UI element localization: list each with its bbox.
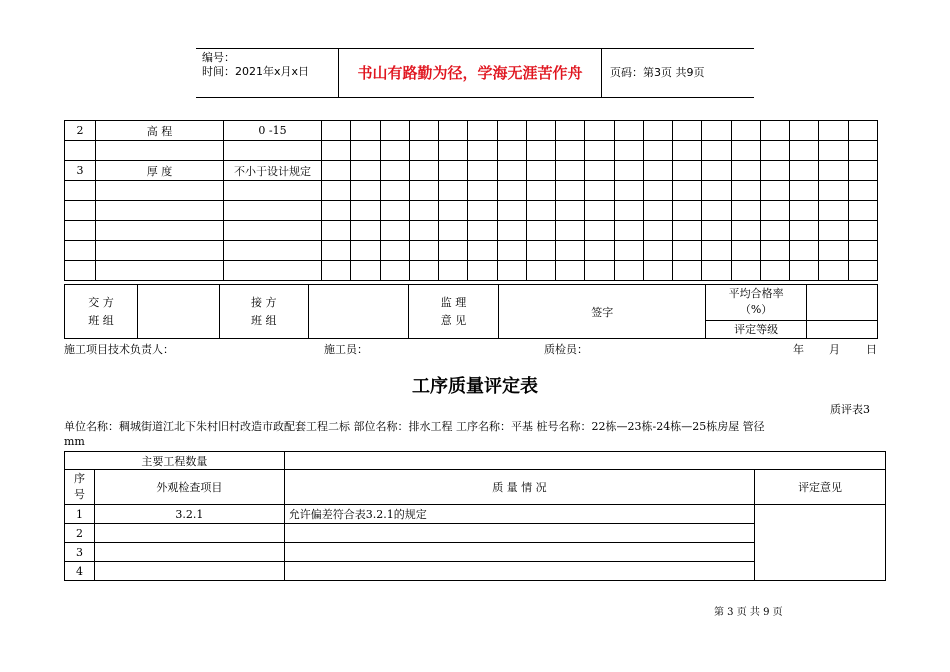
table-row-item [94, 562, 284, 581]
measurement-cell [322, 141, 351, 161]
allowed-deviation [224, 141, 322, 161]
supervisor-opinion-label: 监 理 意 见 [408, 285, 499, 339]
measurement-cell [497, 141, 526, 161]
check-item [96, 141, 224, 161]
measurement-cell [497, 161, 526, 181]
measurement-cell [409, 261, 438, 281]
measurement-cell [790, 241, 819, 261]
measurement-cell [673, 201, 702, 221]
measurement-cell [497, 241, 526, 261]
check-item-header: 外观检查项目 [94, 470, 284, 505]
handover-table [64, 284, 878, 339]
table-row [65, 261, 878, 281]
avg-pass-rate-label: 平均合格率 （%） [706, 285, 807, 321]
header-meta [196, 49, 338, 97]
measurement-cell [790, 201, 819, 221]
row-number [65, 181, 96, 201]
measurement-cell [468, 161, 497, 181]
measurement-cell [760, 161, 789, 181]
measurement-cell [731, 181, 760, 201]
measurement-cell [409, 161, 438, 181]
header-slogan: 书山有路勤为径，学海无涯苦作舟 [338, 49, 602, 97]
measurement-cell [760, 261, 789, 281]
measurement-cell [351, 261, 380, 281]
measurement-cell [614, 121, 643, 141]
measurement-cell [409, 221, 438, 241]
measurement-cell [731, 261, 760, 281]
table-row-quality [284, 543, 754, 562]
measurement-cell [702, 261, 731, 281]
measurement-cell [643, 141, 672, 161]
measurement-cell [643, 161, 672, 181]
measurement-cell [497, 221, 526, 241]
measurement-cell [585, 121, 614, 141]
measurement-cell [585, 261, 614, 281]
receive-team-value [308, 285, 408, 339]
grade-label: 评定等级 [706, 320, 807, 338]
measurement-cell [673, 241, 702, 261]
measurement-cell [526, 201, 555, 221]
table-row [65, 221, 878, 241]
measurement-cell [468, 181, 497, 201]
measurement-cell [673, 181, 702, 201]
time-label: 时间：2021年x月x日 [202, 65, 310, 78]
measurement-cell [731, 201, 760, 221]
measurement-cell [380, 161, 409, 181]
check-item [96, 181, 224, 201]
measurement-cell [351, 121, 380, 141]
measurement-cell [585, 161, 614, 181]
measurement-cell [351, 221, 380, 241]
opinion-value [755, 505, 886, 581]
measurement-cell [702, 201, 731, 221]
measurement-cell [409, 121, 438, 141]
row-number [65, 221, 96, 241]
measurement-cell [760, 181, 789, 201]
measurement-cell [673, 161, 702, 181]
month-label: 月 [829, 343, 840, 356]
row-number: 3 [65, 161, 96, 181]
measurement-cell [819, 261, 848, 281]
measurement-cell [380, 141, 409, 161]
table-row-no: 4 [65, 562, 95, 581]
measurement-cell [380, 121, 409, 141]
quality-header: 质 量 情 况 [284, 470, 754, 505]
measurement-cell [848, 121, 878, 141]
measurement-cell [585, 181, 614, 201]
measurement-cell [731, 121, 760, 141]
measurement-cell [848, 261, 878, 281]
measurement-cell [585, 221, 614, 241]
measurement-cell [351, 241, 380, 261]
measurement-cell [585, 241, 614, 261]
measurement-cell [848, 221, 878, 241]
measurement-cell [643, 261, 672, 281]
measurement-cell [731, 141, 760, 161]
measurement-cell [556, 161, 585, 181]
check-item: 厚 度 [96, 161, 224, 181]
measurement-cell [673, 141, 702, 161]
measurement-cell [468, 201, 497, 221]
measurement-cell [409, 181, 438, 201]
header-page-label: 页码：第3页 共9页 [610, 66, 705, 79]
year-label: 年 [793, 343, 804, 356]
measurement-cell [790, 181, 819, 201]
measurement-cell [819, 141, 848, 161]
measurement-cell [614, 261, 643, 281]
measurement-cell [468, 261, 497, 281]
measurement-cell [556, 201, 585, 221]
measurement-cell [439, 241, 468, 261]
measurement-cell [614, 241, 643, 261]
measurement-cell [556, 181, 585, 201]
row-number: 2 [65, 121, 96, 141]
check-item [96, 201, 224, 221]
table-row-quality: 允许偏差符合表3.2.1的规定 [284, 505, 754, 524]
measurement-cell [439, 181, 468, 201]
measurement-cell [848, 241, 878, 261]
table-row-quality [284, 524, 754, 543]
row-number [65, 201, 96, 221]
table-row [65, 161, 878, 181]
measurement-cell [819, 201, 848, 221]
table-row-no: 1 [65, 505, 95, 524]
measurement-cell [848, 141, 878, 161]
measurement-cell [848, 161, 878, 181]
measurement-cell [790, 121, 819, 141]
measurement-cell [760, 141, 789, 161]
unit-info-line: 单位名称：稠城街道江北下朱村旧村改造市政配套工程二标 部位名称：排水工程 工序名称：平基 桩号名称：22栋—23栋-24栋—25栋房屋 管径 [64, 420, 765, 433]
allowed-deviation: 不小于设计规定 [224, 161, 322, 181]
handover-team-value [137, 285, 219, 339]
measurement-cell [585, 141, 614, 161]
measurement-cell [760, 241, 789, 261]
measurement-cell [790, 221, 819, 241]
measurement-cell [380, 181, 409, 201]
measurement-cell [556, 121, 585, 141]
signature-cell: 签字 [499, 285, 706, 339]
measurement-cell [643, 241, 672, 261]
number-label: 编号： [202, 51, 235, 64]
measurement-cell [702, 141, 731, 161]
measurement-cell [351, 181, 380, 201]
measurement-cell [439, 141, 468, 161]
allowed-deviation: 0 -15 [224, 121, 322, 141]
measurement-cell [409, 241, 438, 261]
measurement-cell [556, 221, 585, 241]
measurement-cell [556, 141, 585, 161]
table-row [65, 181, 878, 201]
measurement-cell [819, 221, 848, 241]
measurement-cell [614, 141, 643, 161]
table-row-no: 2 [65, 524, 95, 543]
table-row [65, 201, 878, 221]
inspector-label: 质检员： [544, 343, 588, 356]
table-row-item: 3.2.1 [94, 505, 284, 524]
measurement-cell [439, 161, 468, 181]
receive-team-label: 接 方 班 组 [219, 285, 308, 339]
table-row-item [94, 543, 284, 562]
main-quantity-value [284, 452, 885, 470]
measurement-cell [673, 221, 702, 241]
row-number [65, 241, 96, 261]
measurement-cell [497, 121, 526, 141]
unit-info-line-2: mm [64, 435, 85, 448]
table-row-no: 3 [65, 543, 95, 562]
measurement-cell [790, 141, 819, 161]
check-item [96, 261, 224, 281]
worker-label: 施工员： [324, 343, 368, 356]
measurement-cell [468, 141, 497, 161]
measurement-cell [614, 181, 643, 201]
measurement-cell [819, 181, 848, 201]
measurement-cell [322, 201, 351, 221]
measurement-cell [614, 221, 643, 241]
measurement-cell [322, 261, 351, 281]
form-number: 质评表3 [830, 403, 870, 416]
allowed-deviation [224, 181, 322, 201]
measurement-cell [322, 161, 351, 181]
measurement-cell [322, 221, 351, 241]
measurement-cell [614, 201, 643, 221]
measurement-cell [643, 201, 672, 221]
measurement-cell [585, 201, 614, 221]
measurement-cell [439, 261, 468, 281]
allowed-deviation [224, 221, 322, 241]
measurement-cell [468, 121, 497, 141]
measurement-cell [702, 221, 731, 241]
measurement-cell [673, 261, 702, 281]
measurement-cell [731, 161, 760, 181]
measurement-cell [526, 241, 555, 261]
measurement-cell [497, 201, 526, 221]
measurement-cell [731, 221, 760, 241]
measurement-cell [526, 221, 555, 241]
measurement-cell [702, 121, 731, 141]
measurement-cell [819, 241, 848, 261]
measurement-cell [614, 161, 643, 181]
seq-header: 序 号 [65, 470, 95, 505]
measurement-cell [526, 261, 555, 281]
measurement-cell [497, 261, 526, 281]
measurement-cell [351, 141, 380, 161]
measurement-cell [790, 261, 819, 281]
measurement-cell [556, 261, 585, 281]
tech-lead-label: 施工项目技术负责人： [64, 343, 174, 356]
measurement-cell [643, 181, 672, 201]
handover-team-label: 交 方 班 组 [65, 285, 138, 339]
avg-pass-rate-value [807, 285, 878, 321]
measurement-cell [468, 221, 497, 241]
measurement-cell [409, 201, 438, 221]
allowed-deviation [224, 241, 322, 261]
opinion-header: 评定意见 [755, 470, 886, 505]
measurement-cell [702, 161, 731, 181]
measurement-cell [526, 181, 555, 201]
quality-table [64, 451, 886, 581]
allowed-deviation [224, 201, 322, 221]
measurement-cell [819, 121, 848, 141]
table-row [65, 241, 878, 261]
measurement-cell [322, 181, 351, 201]
row-number [65, 261, 96, 281]
measurement-cell [702, 241, 731, 261]
measurement-cell [819, 161, 848, 181]
measurement-cell [380, 241, 409, 261]
measurement-cell [760, 201, 789, 221]
form-title: 工序质量评定表 [412, 376, 538, 397]
measurement-cell [556, 241, 585, 261]
day-label: 日 [866, 343, 877, 356]
check-item [96, 221, 224, 241]
check-item [96, 241, 224, 261]
measurement-cell [380, 261, 409, 281]
measurement-table [64, 120, 878, 281]
measurement-cell [351, 161, 380, 181]
measurement-cell [643, 121, 672, 141]
measurement-cell [322, 241, 351, 261]
table-row-item [94, 524, 284, 543]
measurement-cell [731, 241, 760, 261]
table-row [65, 141, 878, 161]
main-quantity-label: 主要工程数量 [65, 452, 285, 470]
measurement-cell [468, 241, 497, 261]
grade-value [807, 320, 878, 338]
measurement-cell [526, 141, 555, 161]
page-header [196, 48, 754, 98]
table-row-quality [284, 562, 754, 581]
footer-page: 第 3 页 共 9 页 [714, 607, 783, 618]
measurement-cell [526, 161, 555, 181]
allowed-deviation [224, 261, 322, 281]
measurement-cell [848, 181, 878, 201]
measurement-cell [673, 121, 702, 141]
measurement-cell [439, 221, 468, 241]
table-row [65, 121, 878, 141]
measurement-cell [439, 121, 468, 141]
measurement-cell [439, 201, 468, 221]
measurement-cell [760, 221, 789, 241]
measurement-cell [643, 221, 672, 241]
measurement-cell [790, 161, 819, 181]
check-item: 高 程 [96, 121, 224, 141]
measurement-cell [351, 201, 380, 221]
measurement-cell [760, 121, 789, 141]
measurement-cell [497, 181, 526, 201]
measurement-cell [409, 141, 438, 161]
measurement-cell [380, 221, 409, 241]
row-number [65, 141, 96, 161]
measurement-cell [848, 201, 878, 221]
measurement-cell [380, 201, 409, 221]
measurement-cell [526, 121, 555, 141]
measurement-cell [702, 181, 731, 201]
measurement-cell [322, 121, 351, 141]
